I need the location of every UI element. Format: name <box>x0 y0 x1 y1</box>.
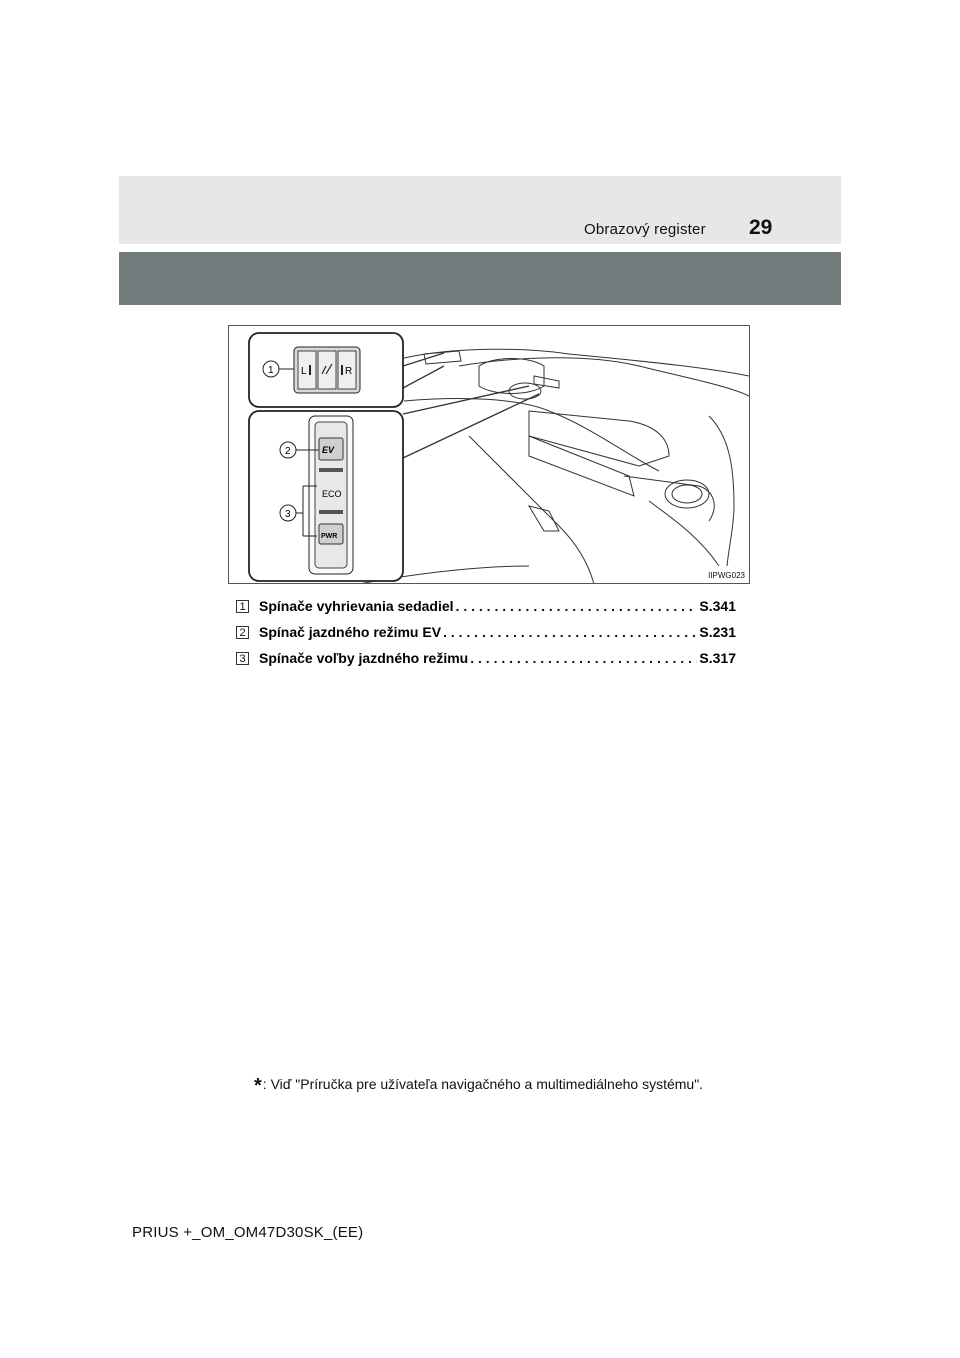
page-reference[interactable]: S.317 <box>699 650 736 666</box>
ev-button-label: EV <box>322 445 335 455</box>
document-code: PRIUS +_OM_OM47D30SK_(EE) <box>132 1224 364 1241</box>
page-header-title: Obrazový register <box>584 221 706 238</box>
page-reference[interactable]: S.231 <box>699 624 736 640</box>
item-label: Spínače voľby jazdného režimu <box>259 650 469 666</box>
console-drawing <box>229 326 750 584</box>
item-number: 2 <box>236 626 249 639</box>
pwr-button-label: PWR <box>321 533 338 540</box>
seat-heater-right-label: R <box>345 366 353 377</box>
seat-heater-left-label: L <box>301 366 307 377</box>
footnote-mark: * <box>254 1075 262 1097</box>
callout-1: 1 <box>268 365 274 376</box>
illustration-code: IIPWG023 <box>708 571 745 580</box>
list-item <box>236 593 736 619</box>
dot-leader <box>456 598 698 614</box>
dot-leader <box>443 624 697 640</box>
item-label: Spínače vyhrievania sedadiel <box>259 598 454 614</box>
page-reference[interactable]: S.341 <box>699 598 736 614</box>
list-item <box>236 645 736 671</box>
header-band <box>119 176 841 244</box>
section-bar <box>119 252 841 305</box>
callout-3: 3 <box>285 509 291 520</box>
footnote-text: : Viď "Príručka pre užívateľa navigačného a multimediálneho systému". <box>262 1076 704 1092</box>
eco-label: ECO <box>322 489 342 499</box>
dot-leader <box>470 650 697 666</box>
item-label: Spínač jazdného režimu EV <box>259 624 442 640</box>
callout-2: 2 <box>285 446 291 457</box>
footnote <box>254 1075 703 1098</box>
item-number: 1 <box>236 600 249 613</box>
console-illustration <box>228 325 750 584</box>
page-number: 29 <box>749 216 773 239</box>
list-item <box>236 619 736 645</box>
item-list <box>236 593 736 671</box>
item-number: 3 <box>236 652 249 665</box>
